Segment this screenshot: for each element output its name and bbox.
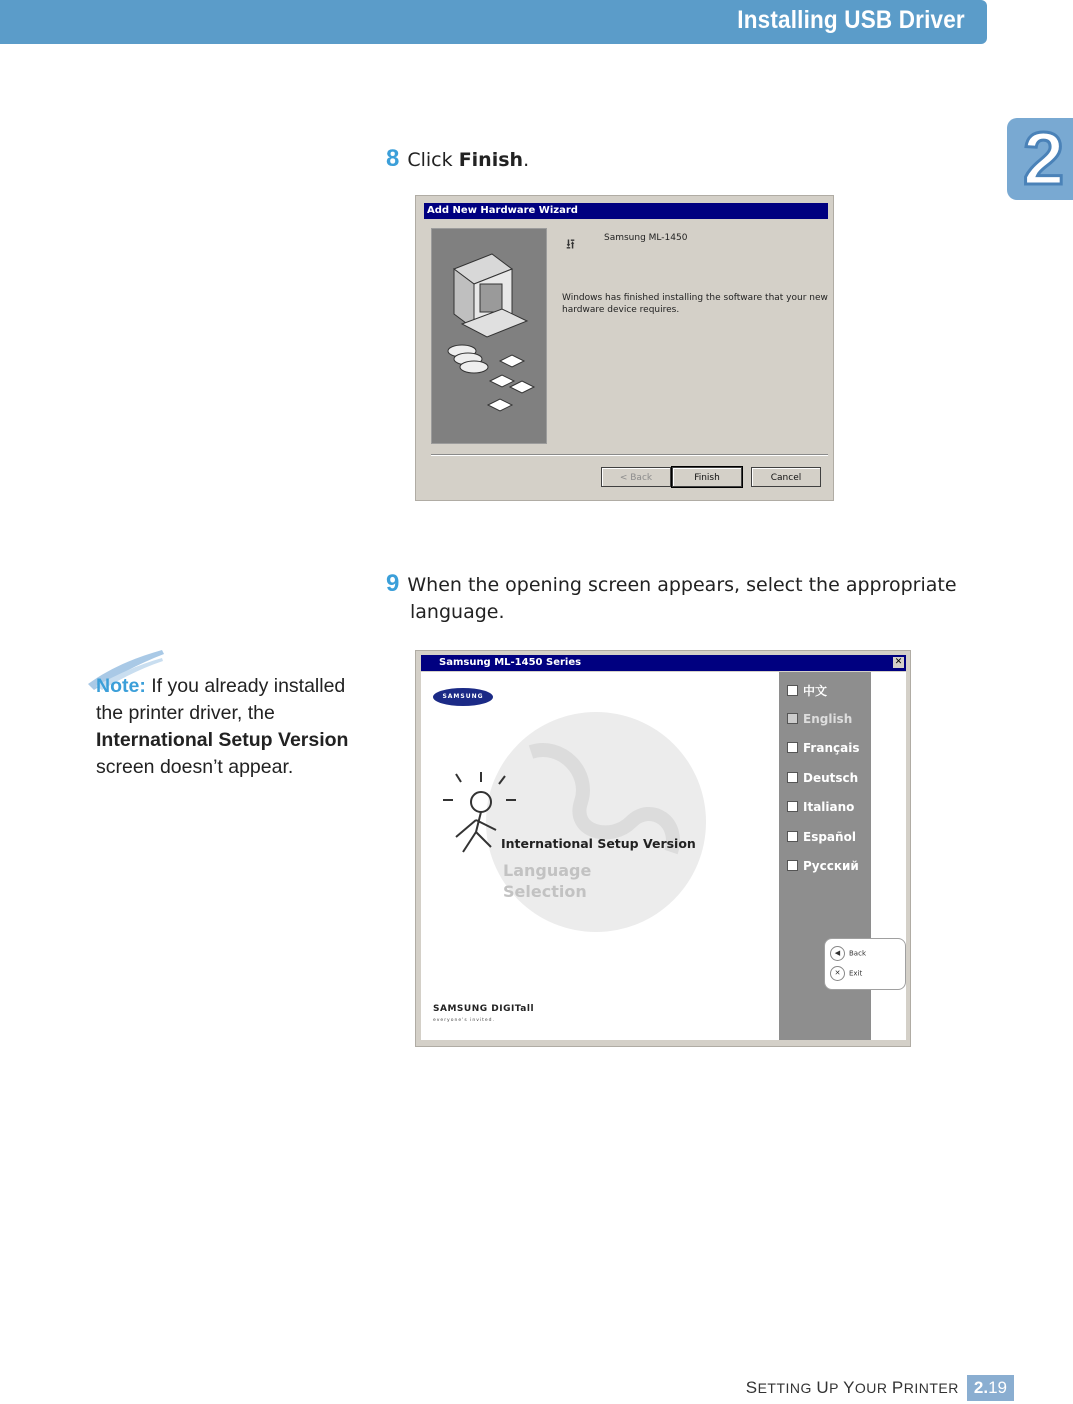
language-list xyxy=(787,682,859,889)
checkbox-icon xyxy=(787,801,798,812)
wizard-title-bar: Add New Hardware Wizard xyxy=(424,203,828,219)
wizard-screenshot xyxy=(415,195,834,501)
checkbox-icon xyxy=(787,685,798,696)
language-option-russian[interactable] xyxy=(787,859,859,889)
step-text-suffix: . xyxy=(523,149,530,171)
language-option-english[interactable] xyxy=(787,712,859,742)
step-text: When the opening screen appears, select the appropriate xyxy=(407,574,957,596)
language-option-french[interactable] xyxy=(787,741,859,771)
setup-back-button[interactable] xyxy=(830,946,866,961)
computer-illustration-icon xyxy=(432,229,546,443)
page-footer xyxy=(746,1375,1014,1401)
header-title: Installing USB Driver xyxy=(737,6,965,34)
language-label: 中文 xyxy=(803,684,828,698)
page-number: 2.19 xyxy=(967,1375,1014,1401)
close-icon[interactable]: ✕ xyxy=(894,657,903,667)
chapter-tab xyxy=(1007,118,1073,200)
setup-subheading-line2: Selection xyxy=(503,882,587,901)
step-bold-text: Finish xyxy=(458,149,524,171)
setup-subheading-line1: Language xyxy=(503,861,592,880)
back-arrow-icon: ◀ xyxy=(830,946,845,961)
language-label: Français xyxy=(803,741,860,755)
language-label: Русский xyxy=(803,859,859,873)
wizard-side-image xyxy=(431,228,547,444)
nav-exit-label: Exit xyxy=(849,969,863,978)
header-bar xyxy=(0,0,987,44)
step-9 xyxy=(386,570,986,626)
step-number: 8 xyxy=(386,145,400,172)
chapter-number: 2 xyxy=(1023,117,1065,200)
step-8 xyxy=(386,145,529,174)
note xyxy=(96,673,366,781)
language-label: Deutsch xyxy=(803,770,859,785)
checkbox-icon xyxy=(787,713,798,724)
device-name: Samsung ML-1450 xyxy=(604,233,688,243)
section-name: SETTING UP YOUR PRINTER xyxy=(745,1378,959,1397)
exit-icon: ✕ xyxy=(830,966,845,981)
samsung-digitall-logo: SAMSUNG DIGITall xyxy=(433,1004,535,1014)
note-label: Note: xyxy=(96,675,146,697)
samsung-tagline: everyone's invited. xyxy=(433,1018,495,1023)
finish-button[interactable]: Finish xyxy=(672,467,742,487)
language-label: English xyxy=(803,711,853,726)
language-option-spanish[interactable] xyxy=(787,830,859,860)
language-option-chinese[interactable] xyxy=(787,682,859,712)
nav-back-label: Back xyxy=(849,949,866,958)
setup-subheading xyxy=(503,860,591,902)
setup-nav xyxy=(824,938,906,990)
cancel-button[interactable]: Cancel xyxy=(751,467,821,487)
wizard-message: Windows has finished installing the software that your new hardware device requires. xyxy=(562,293,828,315)
checkbox-icon xyxy=(787,860,798,871)
usb-icon: ⭿ xyxy=(566,237,576,253)
language-option-italian[interactable] xyxy=(787,800,859,830)
setup-screenshot xyxy=(415,650,911,1047)
checkbox-icon xyxy=(787,772,798,783)
setup-title: Samsung ML-1450 Series xyxy=(439,657,582,668)
language-label: Italiano xyxy=(803,800,855,814)
language-label: Español xyxy=(803,829,856,844)
step-text: Click xyxy=(407,149,459,171)
note-text: If you already installed the printer driver, the xyxy=(96,675,346,724)
checkbox-icon xyxy=(787,831,798,842)
samsung-logo: SAMSUNG xyxy=(433,688,493,706)
setup-main-panel xyxy=(421,672,779,1040)
setup-heading: International Setup Version xyxy=(501,836,696,851)
setup-title-bar xyxy=(421,655,906,671)
note-text-end: screen doesn’t appear. xyxy=(96,756,294,778)
language-option-german[interactable] xyxy=(787,771,859,801)
back-button[interactable]: < Back xyxy=(601,467,671,487)
setup-exit-button[interactable] xyxy=(830,966,862,981)
note-bold-text: International Setup Version xyxy=(96,729,349,751)
checkbox-icon xyxy=(787,742,798,753)
wizard-separator xyxy=(431,454,828,456)
step-number: 9 xyxy=(386,570,400,597)
step-text-continued: language. xyxy=(410,601,505,623)
